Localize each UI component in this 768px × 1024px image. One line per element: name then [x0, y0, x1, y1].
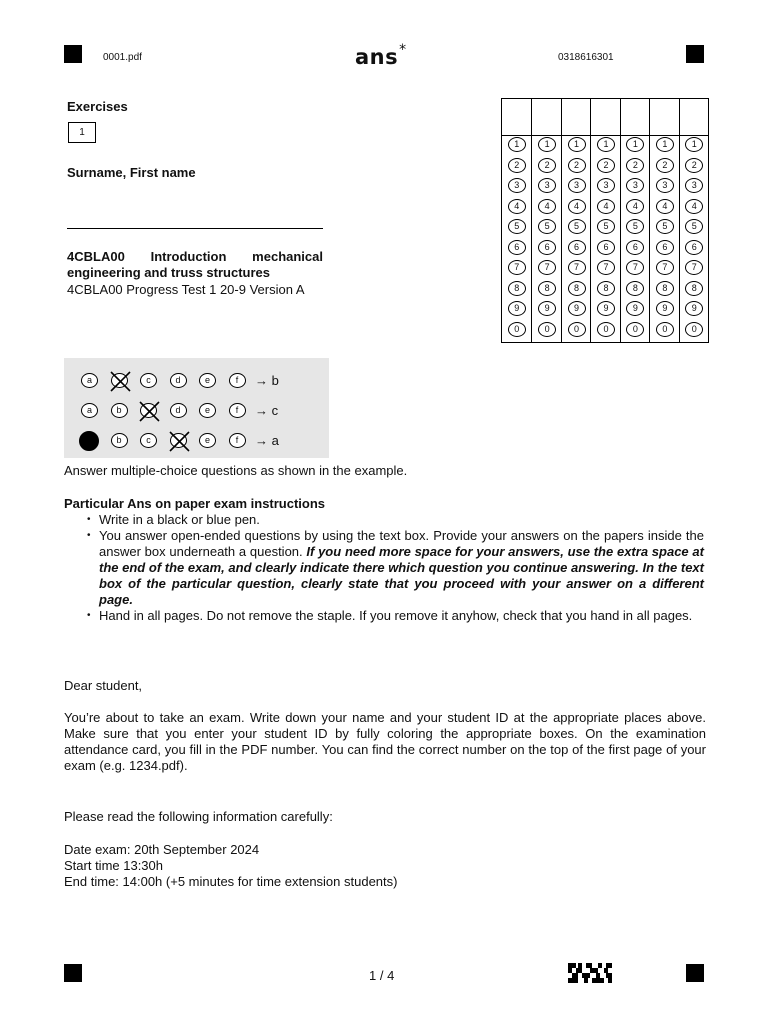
instruction-item — [64, 608, 704, 624]
student-id-bubble[interactable]: 9 — [685, 301, 703, 316]
student-id-bubble[interactable]: 7 — [568, 260, 586, 275]
cross-mark-icon — [168, 430, 191, 453]
cross-mark-icon — [138, 400, 161, 423]
student-id-bubble[interactable]: 4 — [685, 199, 703, 214]
student-id-digit-box[interactable] — [680, 99, 708, 136]
student-id-bubble[interactable]: 0 — [626, 322, 644, 337]
student-id-bubble[interactable]: 7 — [508, 260, 526, 275]
page-barcode-icon — [568, 963, 612, 983]
example-option-bubble: b — [111, 433, 128, 448]
student-id-bubble[interactable]: 9 — [656, 301, 674, 316]
ans-logo — [355, 42, 407, 69]
course-subtitle: 4CBLA00 Progress Test 1 20-9 Version A — [67, 282, 305, 297]
example-option-bubble — [79, 431, 99, 451]
student-id-bubble[interactable]: 2 — [626, 158, 644, 173]
example-result: → b — [255, 373, 279, 388]
student-id-column — [561, 99, 590, 342]
example-option-bubble — [111, 373, 128, 388]
student-id-bubble[interactable]: 0 — [568, 322, 586, 337]
student-id-bubble[interactable]: 8 — [508, 281, 526, 296]
example-option-bubble: c — [140, 373, 157, 388]
student-id-bubble[interactable]: 0 — [508, 322, 526, 337]
student-id-column — [679, 99, 708, 342]
example-option-bubble: e — [199, 373, 216, 388]
registration-mark-top-left — [64, 45, 82, 63]
exam-start-time: Start time 13:30h — [64, 858, 163, 873]
instructions-list-wrap — [64, 512, 704, 624]
example-result: → a — [255, 433, 279, 448]
answer-example-panel — [64, 358, 329, 458]
student-id-bubble[interactable]: 2 — [685, 158, 703, 173]
doc-code: 0318616301 — [558, 52, 614, 63]
student-id-bubble[interactable]: 2 — [656, 158, 674, 173]
student-id-digit-box[interactable] — [502, 99, 531, 136]
student-id-digit-box[interactable] — [591, 99, 619, 136]
registration-mark-bottom-left — [64, 964, 82, 982]
course-title: 4CBLA00 Introduction mechanical engineering and truss structures — [67, 249, 323, 280]
student-id-bubble[interactable]: 9 — [538, 301, 556, 316]
student-id-digit-box[interactable] — [621, 99, 649, 136]
student-id-bubble[interactable]: 1 — [656, 137, 674, 152]
student-id-bubble[interactable]: 8 — [626, 281, 644, 296]
instructions-list — [64, 512, 704, 624]
student-id-bubble[interactable]: 4 — [538, 199, 556, 214]
student-id-bubble[interactable]: 6 — [685, 240, 703, 255]
example-option-bubble: f — [229, 433, 246, 448]
exam-end-time: End time: 14:00h (+5 minutes for time extension students) — [64, 874, 398, 889]
student-id-bubble[interactable]: 1 — [568, 137, 586, 152]
cross-mark-icon — [109, 370, 132, 393]
student-id-column — [649, 99, 678, 342]
student-id-bubble[interactable]: 8 — [685, 281, 703, 296]
student-id-bubble[interactable]: 5 — [656, 219, 674, 234]
student-id-bubble[interactable]: 6 — [538, 240, 556, 255]
example-option-bubble: c — [140, 433, 157, 448]
student-id-bubble[interactable]: 1 — [685, 137, 703, 152]
student-id-bubble[interactable]: 1 — [626, 137, 644, 152]
page-number: 1 / 4 — [369, 968, 395, 983]
instructions-title: Particular Ans on paper exam instructions — [64, 496, 326, 511]
student-id-bubble[interactable]: 1 — [508, 137, 526, 152]
student-id-bubble[interactable]: 2 — [508, 158, 526, 173]
example-option-bubble: a — [81, 403, 98, 418]
example-option-bubble: b — [111, 403, 128, 418]
student-id-bubble[interactable]: 3 — [568, 178, 586, 193]
example-option-bubble: d — [170, 403, 187, 418]
student-id-bubble[interactable]: 8 — [597, 281, 615, 296]
student-id-bubble[interactable]: 0 — [685, 322, 703, 337]
student-id-bubble[interactable]: 6 — [597, 240, 615, 255]
student-id-bubble[interactable]: 6 — [508, 240, 526, 255]
student-id-bubble[interactable]: 2 — [597, 158, 615, 173]
student-id-grid — [501, 98, 709, 343]
example-option-bubble: f — [229, 403, 246, 418]
student-id-digit-box[interactable] — [650, 99, 678, 136]
student-id-bubble[interactable]: 3 — [538, 178, 556, 193]
example-option-bubble: e — [199, 403, 216, 418]
example-caption: Answer multiple-choice questions as shown in the example. — [64, 463, 408, 478]
example-option-bubble: f — [229, 373, 246, 388]
student-id-bubble[interactable]: 4 — [568, 199, 586, 214]
student-id-bubble[interactable]: 2 — [538, 158, 556, 173]
student-id-bubble[interactable]: 6 — [568, 240, 586, 255]
student-id-bubble[interactable]: 8 — [538, 281, 556, 296]
student-id-bubble[interactable]: 3 — [656, 178, 674, 193]
student-id-bubble[interactable]: 5 — [568, 219, 586, 234]
student-id-bubble[interactable]: 9 — [626, 301, 644, 316]
student-id-bubble[interactable]: 1 — [597, 137, 615, 152]
student-id-bubble[interactable]: 7 — [685, 260, 703, 275]
letter-paragraph-2: Please read the following information carefully: — [64, 809, 333, 824]
student-id-bubble[interactable]: 9 — [508, 301, 526, 316]
student-id-digit-box[interactable] — [562, 99, 590, 136]
student-id-bubble[interactable]: 0 — [597, 322, 615, 337]
example-option-bubble: e — [199, 433, 216, 448]
logo-mark: * — [399, 42, 407, 58]
student-id-bubble[interactable]: 3 — [597, 178, 615, 193]
student-id-bubble[interactable]: 9 — [568, 301, 586, 316]
example-option-bubble: a — [81, 373, 98, 388]
student-id-bubble[interactable]: 6 — [626, 240, 644, 255]
registration-mark-bottom-right — [686, 964, 704, 982]
example-option-bubble — [170, 433, 187, 448]
example-row — [64, 432, 329, 452]
pdf-name: 0001.pdf — [103, 52, 142, 63]
name-line[interactable] — [67, 228, 323, 229]
registration-mark-top-right — [686, 45, 704, 63]
student-id-digit-box[interactable] — [532, 99, 560, 136]
student-id-bubble[interactable]: 5 — [685, 219, 703, 234]
exam-date: Date exam: 20th September 2024 — [64, 842, 260, 857]
instruction-text-2-emphasis: If you need more space for your answers, use the extra space at the end of the exam, and clearly indicate there which question you continue answering. In the text box of the particular question, clearly state that you proceed with your answer on a different page. — [99, 544, 704, 607]
letter-paragraph-1: You’re about to take an exam. Write down your name and your student ID at the appropriate places above. Make sure that you enter your student ID by fully coloring the appropriate boxes. On the examination attendance card, you fill in the PDF number. You can find the correct number on the top of the first page of your exam (e.g. 1234.pdf). — [64, 710, 706, 773]
student-id-column — [502, 99, 531, 342]
student-id-bubble[interactable]: 4 — [597, 199, 615, 214]
instruction-item — [64, 512, 704, 528]
student-id-bubble[interactable]: 3 — [626, 178, 644, 193]
student-id-bubble[interactable]: 5 — [597, 219, 615, 234]
student-id-bubble[interactable]: 0 — [656, 322, 674, 337]
student-id-bubble[interactable]: 5 — [508, 219, 526, 234]
example-row — [64, 372, 329, 392]
student-id-bubble[interactable]: 2 — [568, 158, 586, 173]
student-id-column — [590, 99, 619, 342]
student-id-bubble[interactable]: 4 — [508, 199, 526, 214]
example-option-bubble: d — [170, 373, 187, 388]
instruction-item — [64, 528, 704, 608]
example-result: → c — [255, 403, 279, 418]
example-option-bubble — [140, 403, 157, 418]
student-id-bubble[interactable]: 0 — [538, 322, 556, 337]
student-id-bubble[interactable]: 7 — [597, 260, 615, 275]
student-id-bubble[interactable]: 7 — [538, 260, 556, 275]
student-id-bubble[interactable]: 5 — [626, 219, 644, 234]
student-id-bubble[interactable]: 1 — [538, 137, 556, 152]
student-id-bubble[interactable]: 4 — [656, 199, 674, 214]
student-id-bubble[interactable]: 3 — [508, 178, 526, 193]
instruction-text-3: Hand in all pages. Do not remove the staple. If you remove it anyhow, check that you hand in all pages. — [99, 608, 693, 623]
student-id-bubble[interactable]: 8 — [568, 281, 586, 296]
letter-greeting: Dear student, — [64, 678, 143, 693]
student-id-bubble[interactable]: 7 — [656, 260, 674, 275]
example-row — [64, 402, 329, 422]
student-id-bubble[interactable]: 3 — [685, 178, 703, 193]
name-label: Surname, First name — [67, 165, 196, 180]
exercise-number-box: 1 — [68, 122, 96, 143]
student-id-bubble[interactable]: 9 — [597, 301, 615, 316]
student-id-column — [531, 99, 560, 342]
student-id-bubble[interactable]: 4 — [626, 199, 644, 214]
student-id-bubble[interactable]: 6 — [656, 240, 674, 255]
instruction-text-2: You answer open-ended questions by using the text box. Provide your answers on the papers inside the answer box underneath a question. — [99, 528, 704, 559]
student-id-bubble[interactable]: 7 — [626, 260, 644, 275]
student-id-column — [620, 99, 649, 342]
instruction-text-1: Write in a black or blue pen. — [99, 512, 260, 527]
logo-text: ans — [355, 45, 399, 69]
student-id-bubble[interactable]: 5 — [538, 219, 556, 234]
exercises-label: Exercises — [67, 99, 128, 114]
student-id-bubble[interactable]: 8 — [656, 281, 674, 296]
